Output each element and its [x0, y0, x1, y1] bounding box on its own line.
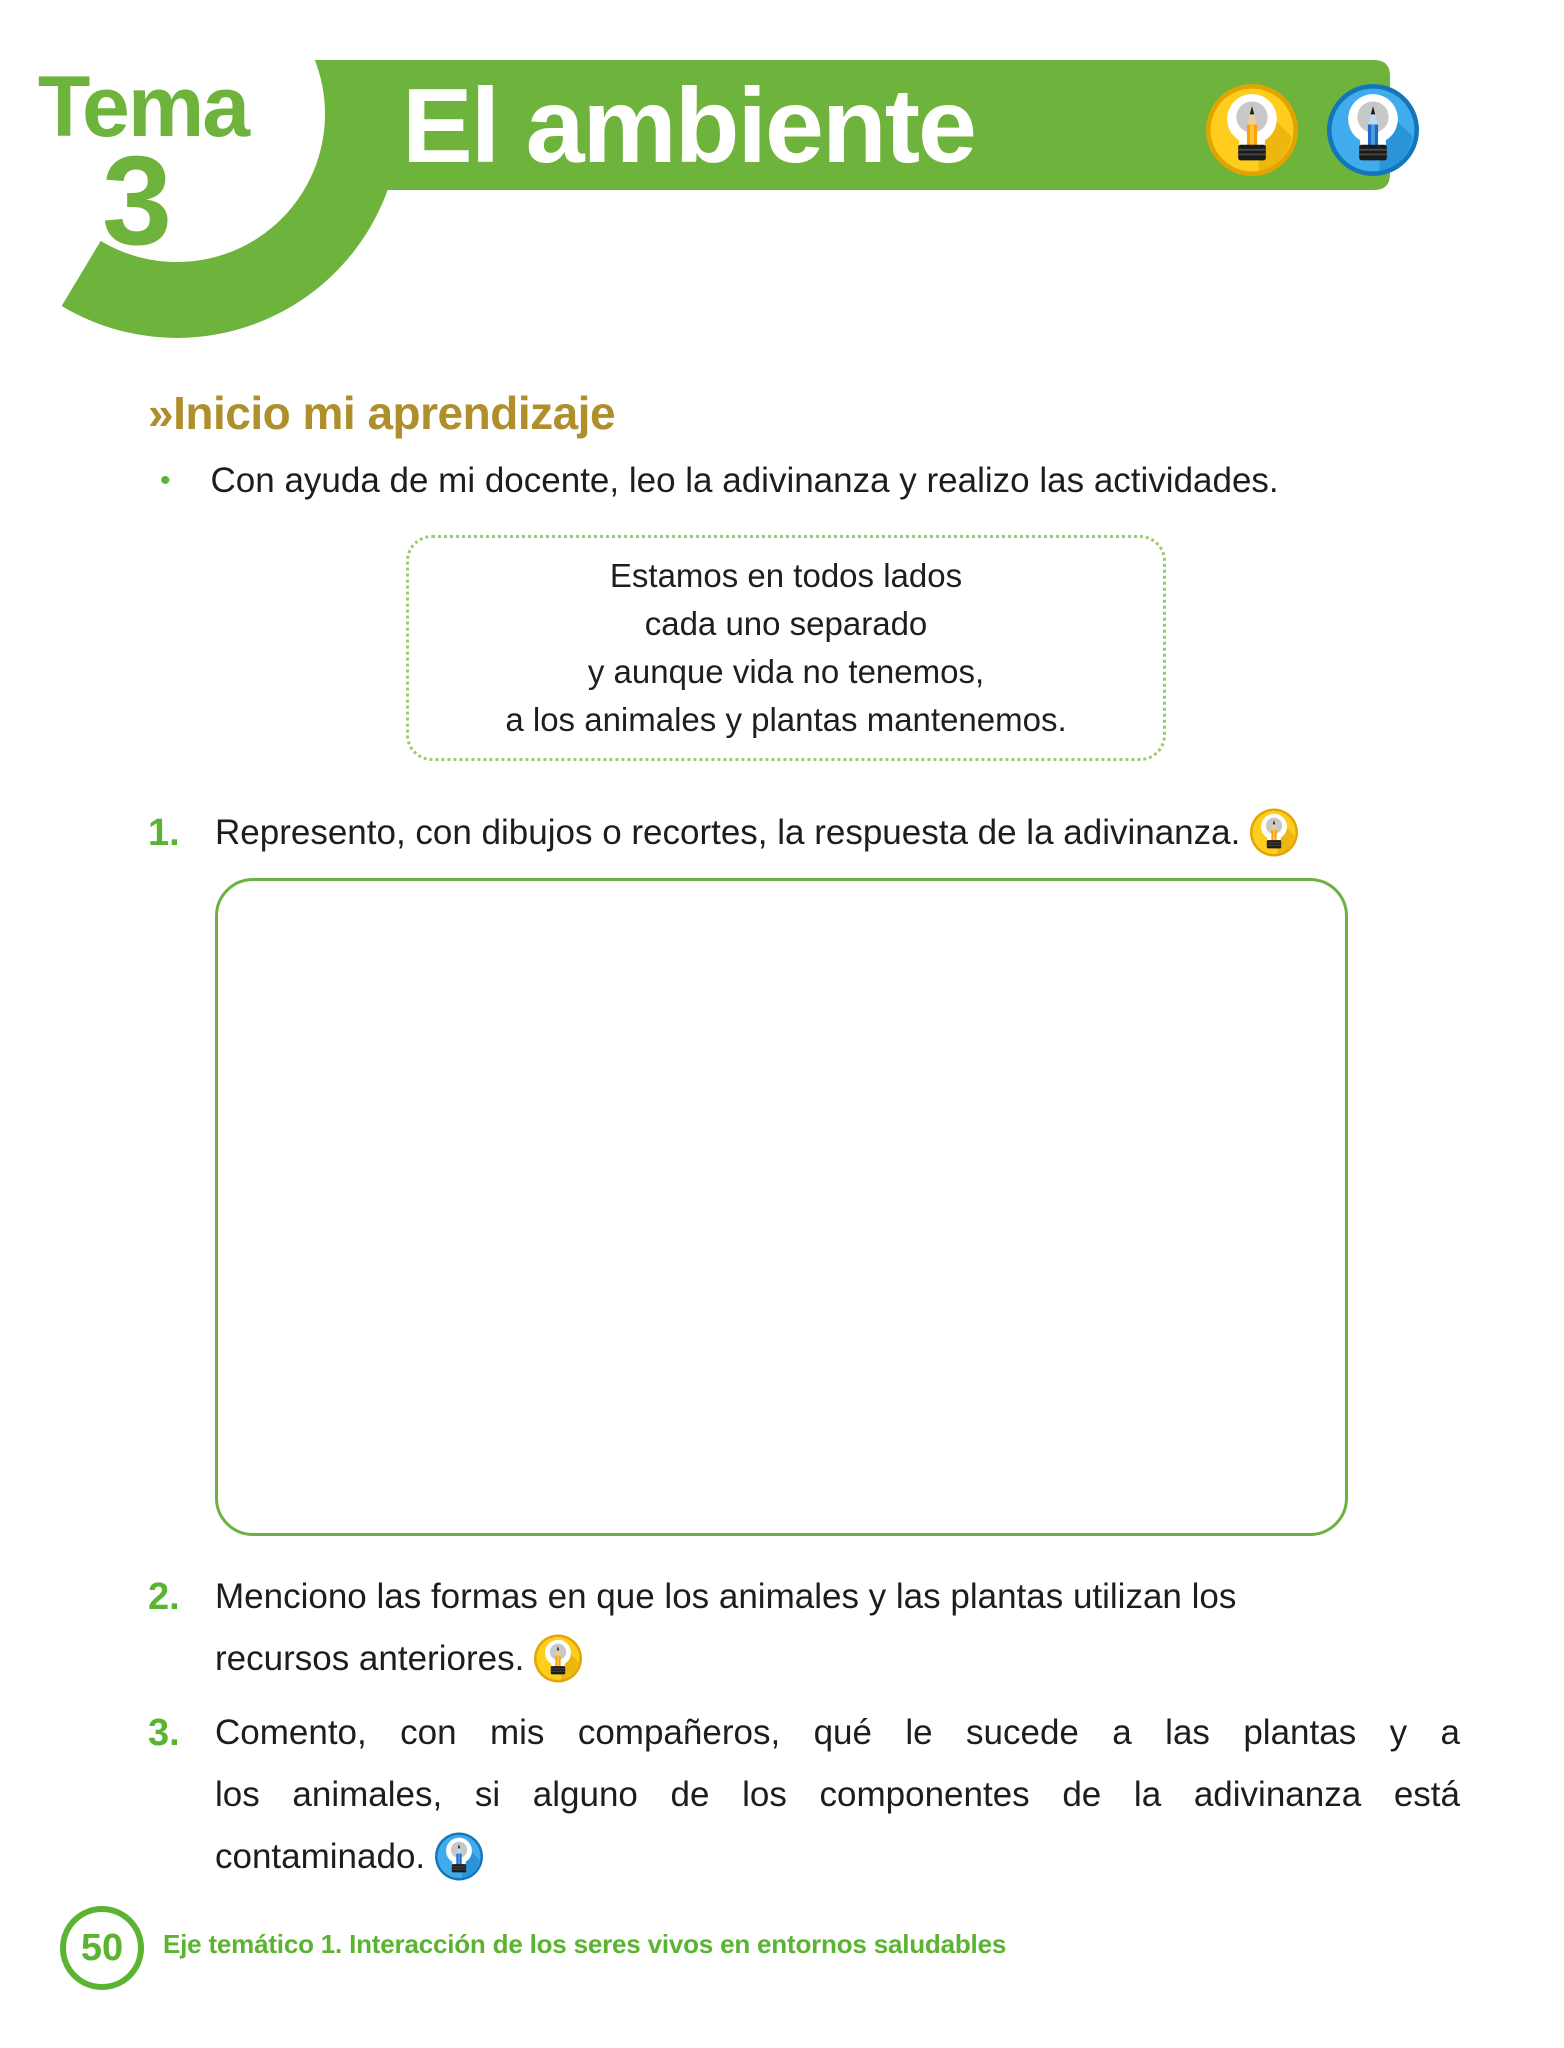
activity-text: contaminado.: [215, 1837, 426, 1876]
drawing-area[interactable]: [215, 878, 1348, 1536]
riddle-box: [406, 535, 1166, 761]
instruction-text: Con ayuda de mi docente, leo la adivinanza y realizo las actividades.: [210, 461, 1279, 500]
group-lightbulb-icon: [435, 1831, 483, 1882]
individual-lightbulb-icon: [1250, 807, 1298, 858]
individual-lightbulb-icon: [1206, 84, 1298, 176]
tema-number: 3: [101, 130, 173, 271]
riddle-line: cada uno separado: [644, 605, 928, 642]
activity-text: recursos anteriores.: [215, 1639, 525, 1678]
riddle-line: Estamos en todos lados: [609, 557, 963, 594]
page-number-badge: [60, 1906, 144, 1990]
activity-item-3: [148, 1702, 1460, 1888]
activity-number: 1.: [148, 812, 180, 854]
group-lightbulb-icon: [1327, 84, 1419, 176]
activity-item-1: [148, 802, 1460, 864]
individual-lightbulb-icon: [534, 1633, 582, 1684]
activity-number: 2.: [148, 1576, 180, 1618]
activity-number: 3.: [148, 1712, 180, 1754]
activity-text: Represento, con dibujos o recortes, la respuesta de la adivinanza.: [215, 813, 1241, 852]
heading-text: Inicio mi aprendizaje: [173, 387, 616, 439]
activity-item-2: [148, 1566, 1460, 1690]
heading-marker: »: [148, 387, 174, 439]
riddle-line: a los animales y plantas mantenemos.: [505, 701, 1067, 738]
tema-label: Tema: [37, 59, 249, 155]
activity-text: los animales, si alguno de los componentes de la adivinanza está: [215, 1775, 1460, 1814]
section-heading: [148, 386, 615, 440]
chapter-header: [0, 0, 1564, 360]
bullet-icon: •: [160, 464, 171, 497]
activity-text: Menciono las formas en que los animales y las plantas utilizan los: [215, 1577, 1237, 1616]
activity-text: Comento, con mis compañeros, qué le sucede a las plantas y a: [215, 1713, 1460, 1752]
instruction-bullet: [160, 458, 1460, 504]
riddle-line: y aunque vida no tenemos,: [587, 653, 985, 690]
page-number: 50: [80, 1926, 124, 1969]
page-title: El ambiente: [402, 67, 975, 185]
footer-theme-text: Eje temático 1. Interacción de los seres vivos en entornos saludables: [163, 1929, 1007, 1959]
